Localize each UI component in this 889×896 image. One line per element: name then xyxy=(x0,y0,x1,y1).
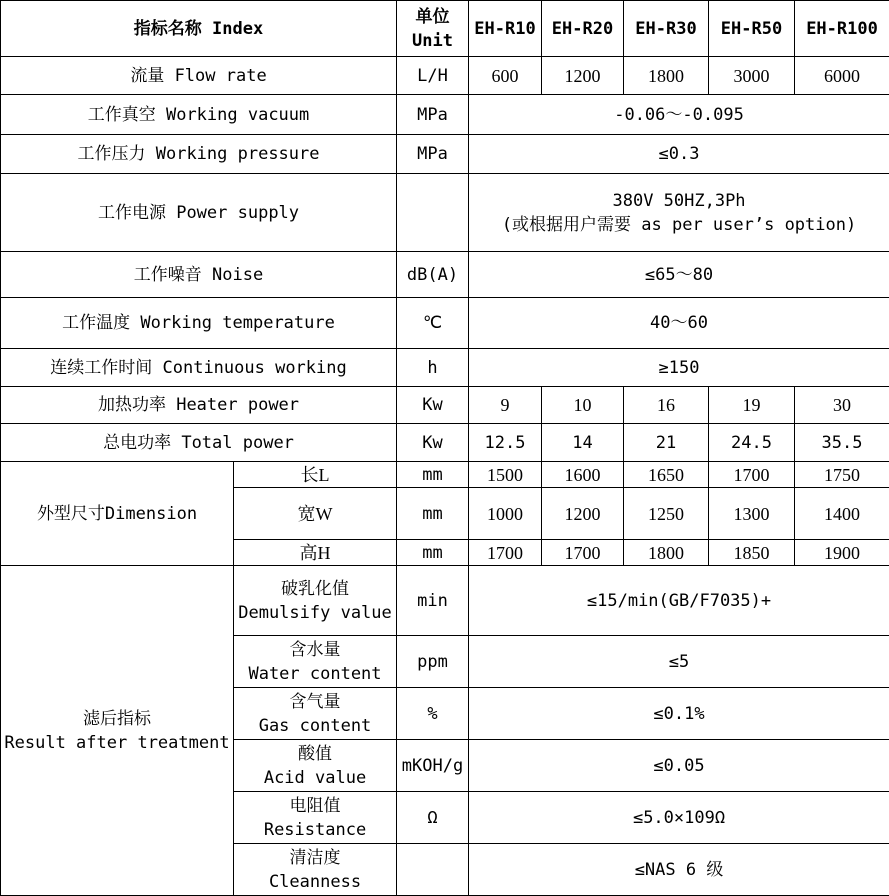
row-label: 工作噪音 Noise xyxy=(1,252,397,298)
row-label: 加热功率 Heater power xyxy=(1,387,397,424)
cell-value: 21 xyxy=(624,424,709,462)
cell-value: 24.5 xyxy=(709,424,795,462)
row-unit: mKOH/g xyxy=(397,740,469,792)
merged-value: ≤15/min(GB/F7035)+ xyxy=(469,566,889,636)
cell-value: 1300 xyxy=(709,488,795,540)
table-row xyxy=(1,135,889,174)
cell-value: 1000 xyxy=(469,488,542,540)
merged-value: ≤5 xyxy=(469,636,889,688)
row-label: 连续工作时间 Continuous working xyxy=(1,349,397,387)
table-row xyxy=(1,95,889,135)
sub-label-en: Demulsify value xyxy=(234,601,396,625)
table-row xyxy=(1,57,889,95)
table-row xyxy=(1,298,889,349)
merged-value: ≤0.1% xyxy=(469,688,889,740)
result-label-zh: 滤后指标 xyxy=(1,707,233,731)
row-unit: Kw xyxy=(397,424,469,462)
table-row xyxy=(1,424,889,462)
merged-value: ≤5.0×109Ω xyxy=(469,792,889,844)
cell-value: 1250 xyxy=(624,488,709,540)
cell-value: 14 xyxy=(542,424,624,462)
cell-value: 1700 xyxy=(709,462,795,488)
sub-label: 高H xyxy=(234,540,397,566)
row-unit: mm xyxy=(397,540,469,566)
cell-value: 16 xyxy=(624,387,709,424)
row-label: 工作温度 Working temperature xyxy=(1,298,397,349)
cell-value: 3000 xyxy=(709,57,795,95)
sub-label xyxy=(234,636,397,688)
cell-value: 1800 xyxy=(624,540,709,566)
model-header: EH-R100 xyxy=(795,1,889,57)
unit-header-en: Unit xyxy=(397,29,468,53)
row-unit: ppm xyxy=(397,636,469,688)
cell-value: 12.5 xyxy=(469,424,542,462)
row-unit xyxy=(397,844,469,896)
table-row xyxy=(1,174,889,252)
row-unit: Ω xyxy=(397,792,469,844)
merged-value: ≥150 xyxy=(469,349,889,387)
cell-value: 1400 xyxy=(795,488,889,540)
sub-label-zh: 酸值 xyxy=(234,742,396,766)
dimension-label: 外型尺寸Dimension xyxy=(1,462,234,566)
sub-label-zh: 清洁度 xyxy=(234,846,396,870)
row-unit: min xyxy=(397,566,469,636)
cell-value: 1800 xyxy=(624,57,709,95)
cell-value: 6000 xyxy=(795,57,889,95)
sub-label-zh: 破乳化值 xyxy=(234,577,396,601)
result-label-en: Result after treatment xyxy=(1,731,233,755)
row-unit: h xyxy=(397,349,469,387)
row-unit: % xyxy=(397,688,469,740)
row-unit: mm xyxy=(397,488,469,540)
cell-value: 1750 xyxy=(795,462,889,488)
cell-value: 19 xyxy=(709,387,795,424)
table-row xyxy=(1,462,889,488)
row-label: 总电功率 Total power xyxy=(1,424,397,462)
merged-value: ≤0.05 xyxy=(469,740,889,792)
header-row xyxy=(1,1,889,57)
row-unit: ℃ xyxy=(397,298,469,349)
sub-label xyxy=(234,740,397,792)
row-unit: MPa xyxy=(397,95,469,135)
cell-value: 35.5 xyxy=(795,424,889,462)
cell-value: 1850 xyxy=(709,540,795,566)
sub-label-zh: 含水量 xyxy=(234,638,396,662)
sub-label xyxy=(234,566,397,636)
row-unit: MPa xyxy=(397,135,469,174)
cell-value: 1600 xyxy=(542,462,624,488)
index-header: 指标名称 Index xyxy=(1,1,397,57)
merged-value xyxy=(469,174,889,252)
model-header: EH-R50 xyxy=(709,1,795,57)
power-supply-line2: (或根据用户需要 as per user’s option) xyxy=(469,213,889,237)
sub-label: 宽W xyxy=(234,488,397,540)
cell-value: 600 xyxy=(469,57,542,95)
cell-value: 1900 xyxy=(795,540,889,566)
cell-value: 1200 xyxy=(542,57,624,95)
row-unit: Kw xyxy=(397,387,469,424)
row-unit: dB(A) xyxy=(397,252,469,298)
sub-label xyxy=(234,844,397,896)
cell-value: 30 xyxy=(795,387,889,424)
unit-header-zh: 单位 xyxy=(397,5,468,29)
model-header: EH-R30 xyxy=(624,1,709,57)
sub-label xyxy=(234,792,397,844)
cell-value: 1700 xyxy=(542,540,624,566)
row-unit: mm xyxy=(397,462,469,488)
merged-value: ≤0.3 xyxy=(469,135,889,174)
power-supply-line1: 380V 50HZ,3Ph xyxy=(469,189,889,213)
cell-value: 1200 xyxy=(542,488,624,540)
table-row xyxy=(1,252,889,298)
sub-label-en: Cleanness xyxy=(234,870,396,894)
table-row xyxy=(1,387,889,424)
row-label: 工作真空 Working vacuum xyxy=(1,95,397,135)
model-header: EH-R10 xyxy=(469,1,542,57)
sub-label-en: Acid value xyxy=(234,766,396,790)
sub-label-zh: 含气量 xyxy=(234,690,396,714)
cell-value: 1650 xyxy=(624,462,709,488)
merged-value: -0.06～-0.095 xyxy=(469,95,889,135)
sub-label-en: Resistance xyxy=(234,818,396,842)
row-label: 流量 Flow rate xyxy=(1,57,397,95)
model-header: EH-R20 xyxy=(542,1,624,57)
row-unit xyxy=(397,174,469,252)
result-label xyxy=(1,566,234,896)
sub-label-en: Water content xyxy=(234,662,396,686)
cell-value: 9 xyxy=(469,387,542,424)
sub-label: 长L xyxy=(234,462,397,488)
merged-value: ≤NAS 6 级 xyxy=(469,844,889,896)
merged-value: 40～60 xyxy=(469,298,889,349)
unit-header xyxy=(397,1,469,57)
row-label: 工作压力 Working pressure xyxy=(1,135,397,174)
cell-value: 10 xyxy=(542,387,624,424)
merged-value: ≤65～80 xyxy=(469,252,889,298)
cell-value: 1700 xyxy=(469,540,542,566)
table-row xyxy=(1,566,889,636)
row-unit: L/H xyxy=(397,57,469,95)
sub-label xyxy=(234,688,397,740)
table-row xyxy=(1,349,889,387)
sub-label-zh: 电阻值 xyxy=(234,794,396,818)
cell-value: 1500 xyxy=(469,462,542,488)
row-label: 工作电源 Power supply xyxy=(1,174,397,252)
sub-label-en: Gas content xyxy=(234,714,396,738)
